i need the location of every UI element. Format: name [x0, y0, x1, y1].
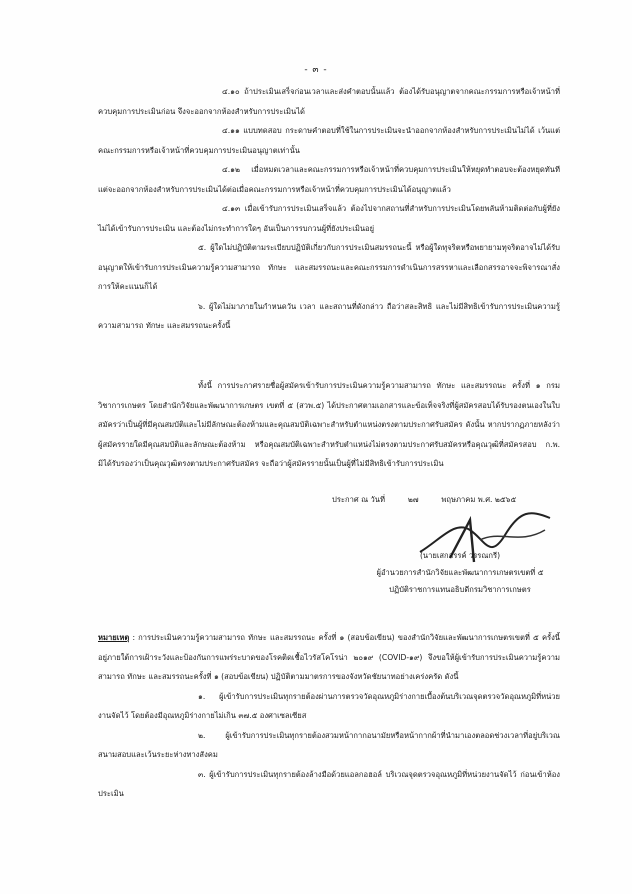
rule-4-10: ๔.๑๐ ถ้าประเมินเสร็จก่อนเวลาและส่งคำตอบนั้นแล้ว ต้องได้รับอนุญาตจากคณะกรรมการหรือเจ้าหน้าที่ควบคุมการประเมินก่อน จึงจะออกจากห้องสำหรับการประเมินได้	[98, 87, 560, 116]
rule-6: ๖. ผู้ใดไม่มาภายในกำหนดวัน เวลา และสถานที่ดังกล่าว ถือว่าสละสิทธิ และไม่มีสิทธิเข้ารับการประเมินความรู้ความสามารถ ทักษะ และสมรรถนะครั้งนี้	[98, 301, 560, 330]
signatory-acting: ปฏิบัติราชการแทนอธิบดีกรมวิชาการเกษตร	[389, 585, 531, 594]
body-paragraph-section	[98, 376, 560, 474]
announcement-day: ๒๗	[407, 495, 419, 504]
note-item-2: ๒. ผู้เข้ารับการประเมินทุกรายต้องสวมหน้ากากอนามัยหรือหน้ากากผ้าที่นำมาเองตลอดช่วงเวลาที่อยู่บริเวณสนามสอบและเว้นระยะห่างทางสังคม	[98, 730, 560, 759]
body-paragraph: ทั้งนี้ การประกาศรายชื่อผู้สมัครเข้ารับการประเมินความรู้ความสามารถ ทักษะ และสมรรถนะ ครั้งที่ ๑ กรมวิชาการเกษตร โดยสำนักวิจัยและพัฒนาการเกษตร เขตที่ ๕ (สวพ.๕) ได้ประกาศตามเอกสารและข้อเท็จจริงที่ผู้สมัครสอบได้รับรองตนเองในใบสมัครว่าเป็นผู้ที่มีคุณสมบัติและไม่มีลักษณะต้องห้ามและคุณสมบัติเฉพาะสำหรับตำแหน่งตรงตามประกาศรับสมัคร ดังนั้น หากปรากฏภายหลังว่าผู้สมัครรายใดมีคุณสมบัติและลักษณะต้องห้าม หรือคุณสมบัติเฉพาะสำหรับตำแหน่งไม่ตรงตามประกาศรับสมัครหรือคุณวุฒิที่สมัครสอบ ก.พ. มิได้รับรองว่าเป็นคุณวุฒิตรงตามประกาศรับสมัคร จะถือว่าผู้สมัครรายนั้นเป็นผู้ที่ไม่มีสิทธิเข้ารับการประเมิน	[98, 381, 560, 468]
rule-5: ๕. ผู้ใดไม่ปฏิบัติตามระเบียบปฏิบัติเกี่ยวกับการประเมินสมรรถนะนี้ หรือผู้ใดทุจริตหรือพยายามทุจริตอาจไม่ได้รับอนุญาตให้เข้ารับการประเมินความรู้ความสามารถ ทักษะ และสมรรถนะและคณะกรรมการดำเนินการสรรหาและเลือกสรรอาจจะพิจารณาสั่งการให้คะแนนก็ได้	[98, 243, 560, 291]
rule-4-12: ๔.๑๒ เมื่อหมดเวลาและคณะกรรมการหรือเจ้าหน้าที่ควบคุมการประเมินให้หยุดทำตอบจะต้องหยุดทันที แต่จะออกจากห้องสำหรับการประเมินได้ต่อเมื่อคณะกรรมการหรือเจ้าหน้าที่ควบคุมการประเมินได้อนุญาตแล้ว	[98, 165, 560, 194]
announcement-month: พฤษภาคม	[441, 495, 476, 504]
page-number: - ๓ -	[304, 65, 328, 75]
signatory-name: (นายเสกสรรค์ วรรณกรี)	[419, 551, 501, 560]
note-item-3: ๓. ผู้เข้ารับการประเมินทุกรายต้องล้างมือด้วยแอลกอฮอล์ บริเวณจุดตรวจอุณหภูมิที่หน่วยงานจัดไว้ ก่อนเข้าห้องประเมิน	[98, 769, 560, 798]
announcement-year-prefix: พ.ศ.	[477, 495, 493, 504]
note-section	[98, 628, 560, 804]
note-intro: : การประเมินความรู้ความสามารถ ทักษะ และสมรรถนะ ครั้งที่ ๑ (สอบข้อเขียน) ของสำนักวิจัยและพัฒนาการเกษตรเขตที่ ๕ ครั้งนี้ อยู่ภายใต้การเฝ้าระวังและป้องกันการแพร่ระบาดของโรคติดเชื้อไวรัสโคโรน่า ๒๐๑๙ (COVID-๑๙) จึงขอให้ผู้เข้ารับการประเมินความรู้ความสามารถ ทักษะ และสมรรถนะครั้งที่ ๑ (สอบข้อเขียน) ปฏิบัติตามมาตรการของจังหวัดชัยนาทอย่างเคร่งครัด ดังนี้	[98, 633, 561, 681]
rules-section	[98, 82, 560, 336]
note-label: หมายเหตุ	[98, 633, 130, 642]
rule-4-11: ๔.๑๑ แบบทดสอบ กระดาษคำตอบที่ใช้ในการประเมินจะนำออกจากห้องสำหรับการประเมินไม่ได้ เว้นแต่คณะกรรมการหรือเจ้าหน้าที่ควบคุมการประเมินอนุญาตเท่านั้น	[98, 126, 560, 155]
announcement-prefix: ประกาศ ณ วันที่	[332, 495, 385, 504]
announcement-year: ๒๕๖๕	[494, 495, 517, 504]
signatory-position: ผู้อำนวยการสำนักวิจัยและพัฒนาการเกษตรเขตที่ ๕	[376, 568, 544, 577]
rule-4-13: ๔.๑๓ เมื่อเข้ารับการประเมินเสร็จแล้ว ต้องไปจากสถานที่สำหรับการประเมินโดยพลันห้ามติดต่อกับผู้ที่ยังไม่ได้เข้ารับการประเมิน และต้องไม่กระทำการใดๆ อันเป็นการรบกวนผู้ที่ยังประเมินอยู่	[98, 204, 560, 233]
note-item-1: ๑. ผู้เข้ารับการประเมินทุกรายต้องผ่านการตรวจวัดอุณหภูมิร่างกายเบื้องต้นบริเวณจุดตรวจวัดอุณหภูมิที่หน่วยงานจัดไว้ โดยต้องมีอุณหภูมิร่างกายไม่เกิน ๓๗.๕ องศาเซลเซียส	[98, 691, 560, 720]
note-intro-paragraph	[98, 628, 560, 687]
